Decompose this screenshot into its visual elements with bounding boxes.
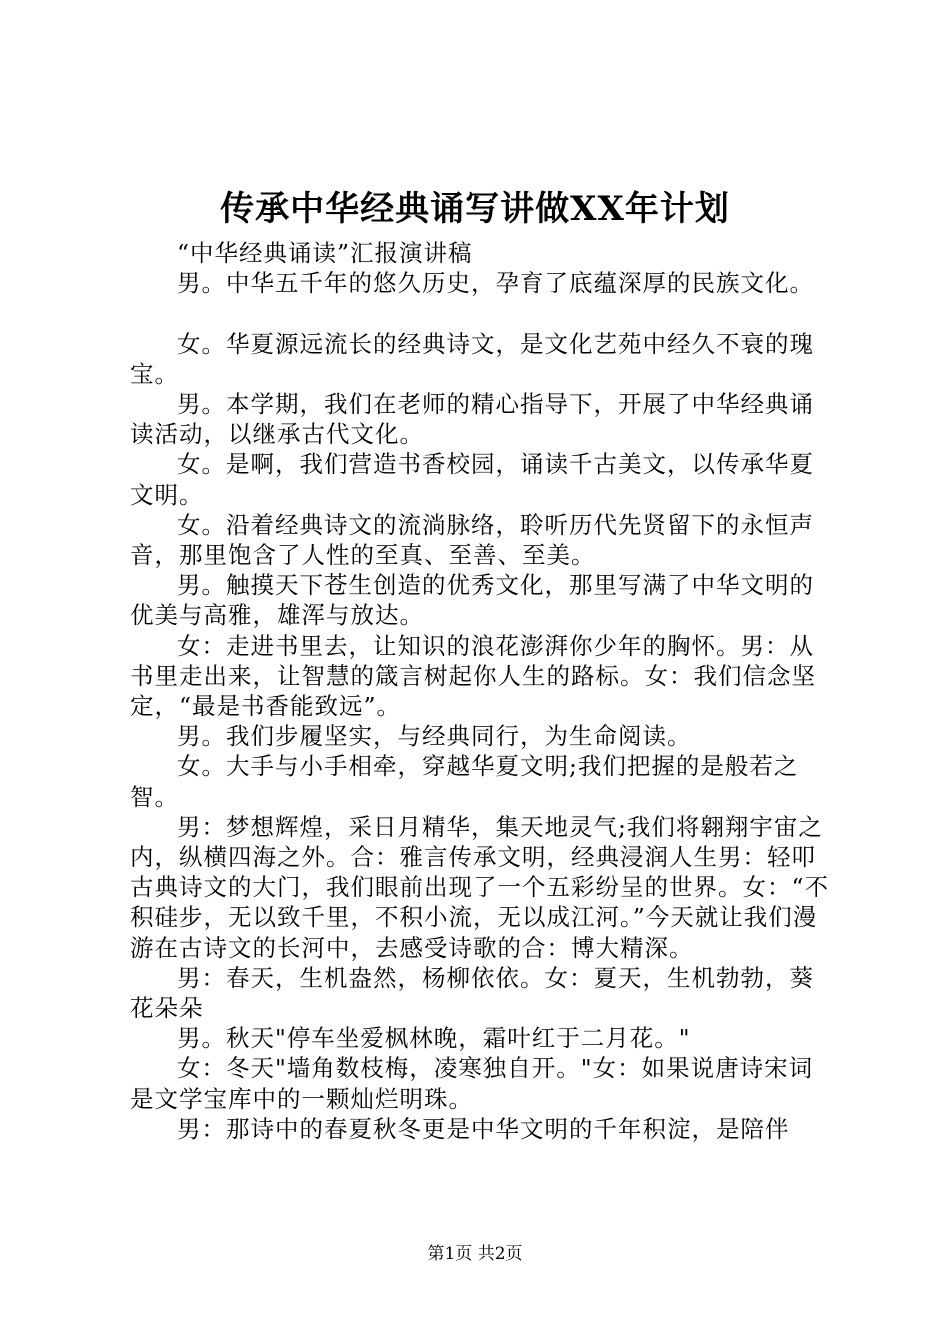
paragraph: 男。中华五千年的悠久历史，孕育了底蕴深厚的民族文化。 — [177, 269, 814, 298]
paragraph-heading: “中华经典诵读”汇报演讲稿 — [177, 239, 473, 267]
paragraph: 女。华夏源远流长的经典诗文，是文化艺苑中经久不衰的瑰宝。 — [130, 329, 814, 388]
paragraph: 女。沿着经典诗文的流淌脉络，聆听历代先贤留下的永恒声音，那里饱含了人性的至真、至善、至美。 — [130, 510, 814, 570]
paragraph: 女。大手与小手相牵，穿越华夏文明;我们把握的是般若之智。 — [130, 752, 799, 811]
paragraph: 女：冬天"墙角数枝梅，凌寒独自开。"女：如果说唐诗宋词是文学宝库中的一颗灿烂明珠。 — [130, 1054, 814, 1113]
paragraph: 男。秋天"停车坐爱枫林晚，霜叶红于二月花。" — [177, 1024, 691, 1053]
page-footer: 第1页 共2页 — [427, 1244, 523, 1264]
document-body — [130, 238, 835, 1144]
paragraph: 男：春天，生机盎然，杨柳依依。女：夏天，生机勃勃，葵花朵朵 — [130, 963, 814, 1023]
paragraph: 男。本学期，我们在老师的精心指导下，开展了中华经典诵读活动，以继承古代文化。 — [130, 390, 814, 449]
paragraph: 女。是啊，我们营造书香校园，诵读千古美文，以传承华夏文明。 — [130, 450, 814, 509]
paragraph: 男：梦想辉煌，采日月精华，集天地灵气;我们将翱翔宇宙之内，纵横四海之外。合：雅言传承文明，经典浸润人生男：轻叩古典诗文的大门，我们眼前出现了一个五彩纷呈的世界。女：“不积硅步，无以致千里，不积小流，无以成江河。”今天就让我们漫游在古诗文的长河中，去感受诗歌的合：博大精深。 — [130, 812, 830, 962]
paragraph: 男。触摸天下苍生创造的优秀文化，那里写满了中华文明的优美与高雅，雄浑与放达。 — [130, 571, 814, 630]
paragraph: 男：那诗中的春夏秋冬更是中华文明的千年积淀，是陪伴 — [177, 1114, 790, 1143]
paragraph: 女：走进书里去，让知识的浪花澎湃你少年的胸怀。男：从书里走出来，让智慧的箴言树起你人生的路标。女：我们信念坚定，“最是书香能致远”。 — [130, 631, 816, 721]
paragraph: 男。我们步履坚实，与经典同行，为生命阅读。 — [177, 722, 692, 751]
document-title: 传承中华经典诵写讲做XX年计划 — [220, 189, 730, 229]
